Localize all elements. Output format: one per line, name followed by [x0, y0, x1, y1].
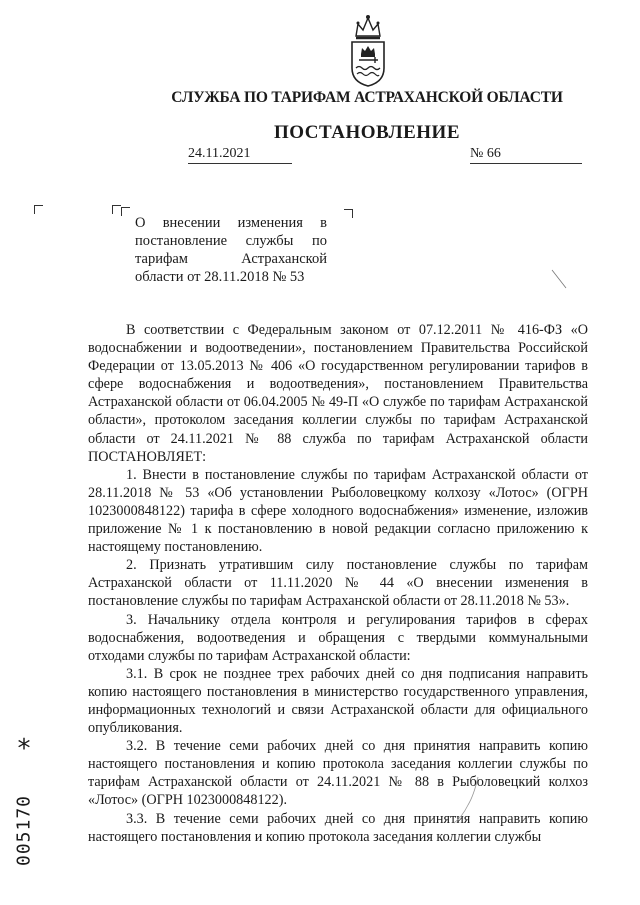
item-3-paragraph: 3. Начальнику отдела контроля и регулирования тарифов в сферах водоснабжения, водоотведения и обращения с твердыми коммунальными отходами службы по тарифам Астраханской области: — [88, 611, 588, 664]
document-type-title: ПОСТАНОВЛЕНИЕ — [273, 122, 461, 143]
corner-mark — [344, 209, 353, 218]
document-body — [88, 321, 588, 846]
scan-artifact — [550, 268, 570, 292]
item-3-2-paragraph: 3.2. В течение семи рабочих дней со дня принятия направить копию настоящего постановления и копию протокола заседания коллегии службы по тарифам Астраханской области от 24.11.2021 № 88 в Рыболовецкий колхоз «Лотос» (ОГРН 1023000848122). — [88, 738, 588, 809]
corner-mark — [121, 207, 130, 216]
preamble-paragraph: В соответствии с Федеральным законом от 07.12.2011 № 416-ФЗ «О водоснабжении и водоотведении», постановлением Правительства Российской Федерации от 13.05.2013 № 406 «О государственном регулировании тарифов в сфере водоснабжения и водоотведения», постановлением Правительства Астраханской области от 06.04.2005 № 49-П «О службе по тарифам Астраханской области», протоколом заседания коллегии службы по тарифам Астраханской области от 24.11.2021 № 88 служба по тарифам Астраханской области ПОСТАНОВЛЯЕТ: — [88, 322, 588, 465]
corner-mark — [34, 205, 43, 214]
scan-artifact — [448, 775, 488, 825]
organization-name: СЛУЖБА ПО ТАРИФАМ АСТРАХАНСКОЙ ОБЛАСТИ — [171, 89, 563, 106]
item-1-paragraph: 1. Внести в постановление службы по тарифам Астраханской области от 28.11.2018 № 53 «Об установлении Рыболовецкому колхозу «Лотос» (ОГРН 1023000848122) тарифа в сфере холодного водоснабжения» изменение, изложив приложение № 1 к постановлению в новой редакции согласно приложению к настоящему постановлению. — [88, 466, 588, 556]
document-subject: О внесении изменения в постановление службы по тарифам Астраханской области от 28.11.2018 № 53 — [135, 215, 327, 285]
stamp-asterisk: * — [17, 734, 31, 764]
item-2-paragraph: 2. Признать утратившим силу постановление службы по тарифам Астраханской области от 11.11.2020 № 44 «О внесении изменения в постановление службы по тарифам Астраханской области от 28.11.2018 № 53». — [88, 557, 588, 610]
corner-mark — [112, 205, 121, 214]
document-number: № 66 — [470, 146, 582, 164]
stamp-serial-number: 005170 — [13, 794, 35, 867]
item-3-3-paragraph: 3.3. В течение семи рабочих дней со дня принятия направить копию настоящего постановления и копию протокола заседания коллегии службы — [88, 810, 588, 845]
side-stamp — [12, 736, 36, 896]
item-3-1-paragraph: 3.1. В срок не позднее трех рабочих дней со дня подписания направить копию настоящего постановления в министерство государственного управления, информационных технологий и связи Астраханской области для официального опубликования. — [88, 665, 588, 737]
document-date: 24.11.2021 — [188, 146, 292, 164]
astrakhan-coat-of-arms-icon — [348, 12, 388, 88]
